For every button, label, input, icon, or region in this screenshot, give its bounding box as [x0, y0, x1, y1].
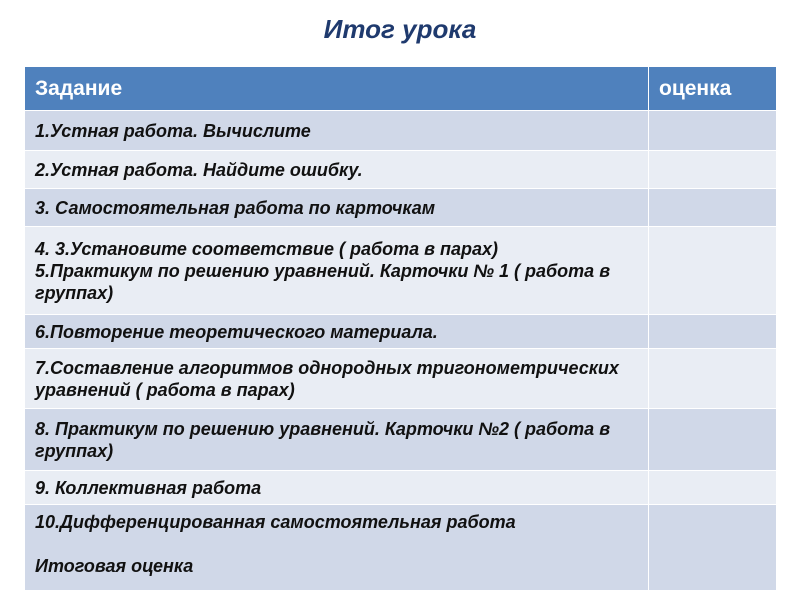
grade-cell[interactable]: [649, 151, 777, 189]
table-row: [25, 315, 777, 349]
task-line: 8. Практикум по решению уравнений. Карточки №2 ( работа в группах): [35, 418, 611, 461]
grade-cell[interactable]: [649, 349, 777, 409]
task-line: [35, 533, 638, 555]
task-cell: [25, 111, 649, 151]
task-cell: [25, 409, 649, 471]
task-line: 6.Повторение теоретического материала.: [35, 321, 438, 342]
grade-cell[interactable]: [649, 189, 777, 227]
grade-cell[interactable]: [649, 227, 777, 315]
task-cell: [25, 349, 649, 409]
table-row: [25, 227, 777, 315]
task-line: 5.Практикум по решению уравнений. Карточки № 1 ( работа в группах): [35, 260, 611, 303]
grade-cell[interactable]: [649, 111, 777, 151]
table-row: [25, 111, 777, 151]
grade-cell[interactable]: [649, 505, 777, 591]
task-line: 2.Устная работа. Найдите ошибку.: [35, 159, 363, 180]
task-line: 7.Составление алгоритмов однородных тригонометрических уравнений ( работа в парах): [35, 357, 619, 400]
grade-cell[interactable]: [649, 409, 777, 471]
task-line: 10.Дифференцированная самостоятельная работа: [35, 512, 516, 532]
task-line: 4. 3.Установите соответствие ( работа в парах): [35, 238, 499, 259]
table-row: [25, 409, 777, 471]
task-line: Итоговая оценка: [35, 556, 194, 576]
table-row: [25, 151, 777, 189]
grade-cell[interactable]: [649, 471, 777, 505]
column-header-grade: оценка: [649, 67, 777, 111]
table-row: [25, 189, 777, 227]
lesson-summary-table: [24, 66, 777, 591]
table-row: [25, 471, 777, 505]
column-header-task: Задание: [25, 67, 649, 111]
task-line: 1.Устная работа. Вычислите: [35, 120, 311, 141]
task-cell: [25, 227, 649, 315]
grade-cell[interactable]: [649, 315, 777, 349]
page-title: Итог урока: [323, 14, 477, 44]
task-cell: [25, 151, 649, 189]
table-row: [25, 505, 777, 591]
table-header-row: [25, 67, 777, 111]
table-row: [25, 349, 777, 409]
task-line: 9. Коллективная работа: [35, 477, 262, 498]
task-line: 3. Самостоятельная работа по карточкам: [35, 197, 436, 218]
task-cell: [25, 471, 649, 505]
task-cell: [25, 505, 649, 591]
task-cell: [25, 189, 649, 227]
task-cell: [25, 315, 649, 349]
